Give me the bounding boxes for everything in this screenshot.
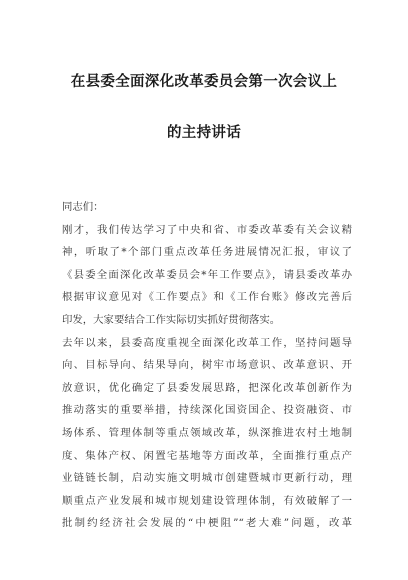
paragraph-line: 根据审议意见对《工作要点》和《工作台账》修改完善后: [62, 291, 352, 304]
paragraph-line: 场体系、管理体制等重点领域改革，纵深推进农村土地制: [62, 426, 352, 439]
paragraph-line: 《县委全面深化改革委员会*年工作要点》，请县委改革办: [62, 268, 352, 281]
salutation: 同志们：: [62, 201, 104, 213]
document-title-line-1: 在县委全面深化改革委员会第一次会议上: [70, 73, 338, 90]
document-body: [62, 196, 352, 535]
paragraph-line: 印发，大家要结合工作实际切实抓好贯彻落实。: [62, 313, 281, 326]
paragraph-line: 顺重点产业发展和城市规划建设管理体制，有效破解了一: [62, 494, 352, 507]
document-title-line-2: 的主持讲话: [167, 124, 241, 141]
paragraph-line: 业链链长制，启动实施文明城市创建暨城市更新行动，理: [62, 472, 352, 485]
paragraph-line: 神，听取了*个部门重点改革任务进展情况汇报，审议了: [62, 246, 352, 259]
paragraph-line: 批制约经济社会发展的“中梗阻”“老大难”问题，改革: [62, 517, 352, 530]
paragraph-line: 推动落实的重要举措，持续深化国资国企、投资融资、市: [62, 404, 352, 417]
paragraph-line: 放意识，优化确定了县委发展思路，把深化改革创新作为: [62, 381, 352, 394]
paragraph-line: 向、目标导向、结果导向，树牢市场意识、改革意识、开: [62, 359, 352, 372]
paragraph-line: 度、集体产权、闲置宅基地等方面改革，全面推行重点产: [62, 449, 352, 462]
paragraph-line: 刚才，我们传达学习了中央和省、市委改革委有关会议精: [62, 223, 352, 236]
paragraph-line: 去年以来，县委高度重视全面深化改革工作，坚持问题导: [62, 336, 352, 349]
